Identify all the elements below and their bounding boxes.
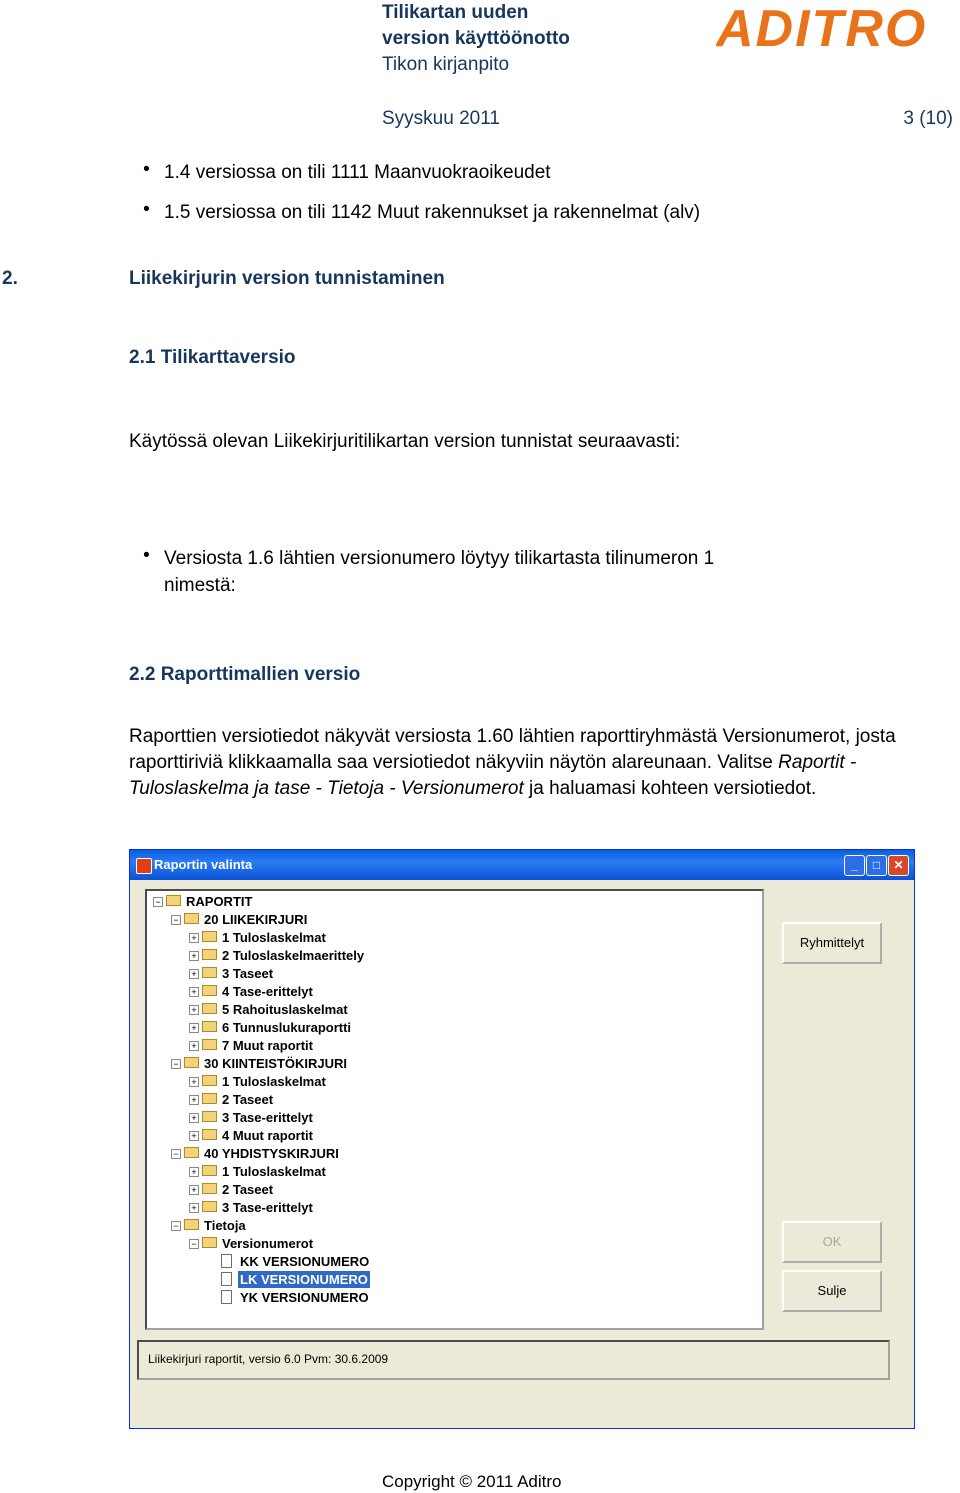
tree-node-label: 3 Taseet [222,966,274,981]
folder-icon [202,1075,217,1086]
ok-button[interactable]: OK [782,1221,882,1263]
section-heading [2,268,445,290]
folder-icon [166,895,181,906]
expand-icon[interactable]: + [189,1185,199,1195]
tree-node-label: 30 KIINTEISTÖKIRJURI [204,1056,348,1071]
folder-icon [202,1201,217,1212]
folder-icon [202,1129,217,1140]
expand-icon[interactable]: + [189,1113,199,1123]
tree-node-label: 1 Tuloslaskelmat [222,1164,326,1179]
tree-node-label: 20 LIIKEKIRJURI [204,912,308,927]
tree-node-label: 2 Tuloslaskelmaerittely [222,948,365,963]
report-selection-dialog [129,849,915,1429]
report-tree[interactable] [145,889,764,1330]
expand-icon[interactable]: + [189,1167,199,1177]
groups-button[interactable]: Ryhmittelyt [782,922,882,964]
expand-icon[interactable]: + [189,951,199,961]
app-icon [136,858,152,874]
expand-icon[interactable]: + [189,1203,199,1213]
tree-node-label: Versionumerot [222,1236,314,1251]
expand-icon[interactable]: + [189,1077,199,1087]
expand-icon[interactable]: + [189,1095,199,1105]
tree-node-label: 4 Tase-erittelyt [222,984,313,999]
folder-icon [202,1039,217,1050]
folder-icon [202,949,217,960]
folder-icon [202,1237,217,1248]
tree-node-label: 2 Taseet [222,1092,274,1107]
menu-path: Raportit - Tuloslaskelma ja tase - Tietoja - Versionumerot [129,752,857,799]
list-item-text: 1.4 versiossa on tili 1111 Maanvuokraoikeudet [164,162,551,183]
folder-icon [202,1165,217,1176]
tree-node-label: 40 YHDISTYSKIRJURI [204,1146,339,1161]
section-title: Liikekirjurin version tunnistaminen [129,268,445,289]
tree-node-label: 4 Muut raportit [222,1128,313,1143]
tree-node-label: 6 Tunnuslukuraportti [222,1020,352,1035]
folder-icon [202,1003,217,1014]
dialog-title: Raportin valinta [154,857,253,872]
tree-node-label: 1 Tuloslaskelmat [222,930,326,945]
maximize-button[interactable]: □ [866,855,887,876]
paragraph-2-2 [129,724,944,802]
para-text-end: ja haluamasi kohteen versiotiedot. [523,778,817,799]
tree-node-label: YK VERSIONUMERO [240,1290,369,1305]
status-bar: Liikekirjuri raportit, versio 6.0 Pvm: 30.6.2009 [137,1340,890,1380]
tree-node-label: KK VERSIONUMERO [240,1254,370,1269]
expand-icon[interactable]: + [189,1023,199,1033]
expand-icon[interactable]: + [189,969,199,979]
aditro-logo [716,2,958,57]
page-number: 3 (10) [903,108,953,129]
para-text: Raporttien versiotiedot näkyvät versiosta 1.60 lähtien raporttiryhmästä Versionumerot, josta raporttiriviä klikkaamalla saa versiotiedot näkyviin näytön alareunaan. Valitse [129,726,896,773]
collapse-icon[interactable]: − [153,897,163,907]
folder-icon [202,985,217,996]
copyright-footer: Copyright © 2011 Aditro [382,1472,562,1491]
collapse-icon[interactable]: − [189,1239,199,1249]
doc-title-line1: Tilikartan uuden [382,2,529,23]
intro-paragraph: Käytössä olevan Liikekirjuritilikartan version tunnistat seuraavasti: [129,431,681,452]
collapse-icon[interactable]: − [171,1059,181,1069]
close-dialog-button[interactable]: Sulje [782,1270,882,1312]
tree-node-label: 3 Tase-erittelyt [222,1110,313,1125]
tree-node-label: 5 Rahoituslaskelmat [222,1002,348,1017]
tree-node-label: RAPORTIT [186,894,253,909]
expand-icon[interactable]: + [189,1005,199,1015]
tree-node-label: 7 Muut raportit [222,1038,313,1053]
document-icon [221,1254,232,1268]
document-icon [221,1290,232,1304]
folder-icon [202,1093,217,1104]
folder-icon [184,1057,199,1068]
doc-subtitle: Tikon kirjanpito [382,54,510,75]
subsection-heading-2-2: 2.2 Raporttimallien versio [129,664,361,685]
folder-icon [202,967,217,978]
expand-icon[interactable]: + [189,933,199,943]
list-item-text: Versiosta 1.6 lähtien versionumero löytyy tilikartasta tilinumeron 1 nimestä: [164,548,715,596]
list-item-text: 1.5 versiossa on tili 1142 Muut rakennukset ja rakennelmat (alv) [164,202,701,223]
tree-node-label: LK VERSIONUMERO [240,1272,368,1287]
folder-icon [202,931,217,942]
svg-text:ADITRO: ADITRO [716,2,928,52]
subsection-heading-2-1: 2.1 Tilikarttaversio [129,347,296,368]
folder-icon [202,1111,217,1122]
collapse-icon[interactable]: − [171,1149,181,1159]
document-icon [221,1272,232,1286]
expand-icon[interactable]: + [189,987,199,997]
expand-icon[interactable]: + [189,1131,199,1141]
folder-icon [202,1021,217,1032]
folder-icon [184,913,199,924]
folder-icon [202,1183,217,1194]
folder-icon [184,1219,199,1230]
section-number: 2. [2,268,18,289]
expand-icon[interactable]: + [189,1041,199,1051]
close-button[interactable]: ✕ [888,855,909,876]
minimize-button[interactable]: _ [844,855,865,876]
tree-node-label: 3 Tase-erittelyt [222,1200,313,1215]
collapse-icon[interactable]: − [171,915,181,925]
dialog-titlebar [130,850,914,880]
folder-icon [184,1147,199,1158]
tree-node-label: Tietoja [204,1218,246,1233]
doc-title-line2: version käyttöönotto [382,28,570,49]
doc-date: Syyskuu 2011 [382,108,500,129]
collapse-icon[interactable]: − [171,1221,181,1231]
tree-node-label: 2 Taseet [222,1182,274,1197]
tree-node-label: 1 Tuloslaskelmat [222,1074,326,1089]
